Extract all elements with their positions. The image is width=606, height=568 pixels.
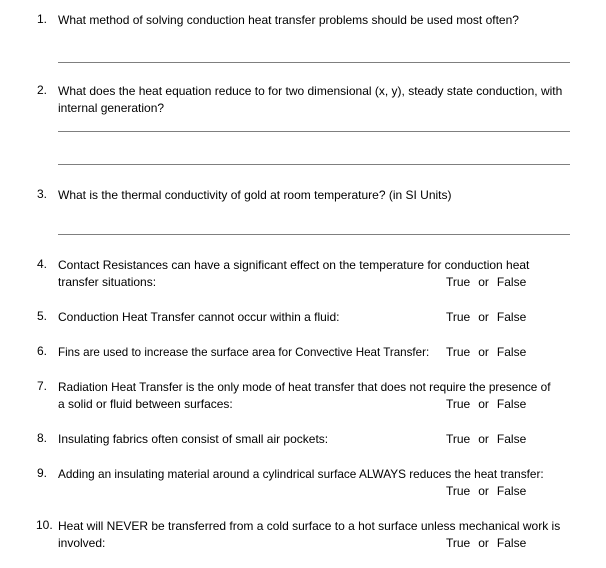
question-text: Conduction Heat Transfer cannot occur within a fluid: bbox=[58, 310, 340, 324]
question-number: 5. bbox=[37, 309, 48, 323]
false-option[interactable]: False bbox=[496, 536, 527, 550]
question-number: 8. bbox=[37, 431, 48, 445]
or-label: or bbox=[478, 397, 489, 411]
or-label: or bbox=[478, 345, 489, 359]
question-number: 9. bbox=[37, 466, 48, 480]
true-option[interactable]: True bbox=[446, 432, 471, 446]
question-text-line-2: a solid or fluid between surfaces: bbox=[58, 397, 233, 411]
answer-line[interactable] bbox=[58, 164, 570, 165]
or-label: or bbox=[478, 536, 489, 550]
false-option[interactable]: False bbox=[496, 432, 527, 446]
true-false-choice bbox=[446, 274, 526, 291]
true-option[interactable]: True bbox=[446, 310, 471, 324]
question-text: Contact Resistances can have a significant effect on the temperature for conduction heat bbox=[58, 258, 530, 272]
question-text-line-2: transfer situations: bbox=[58, 275, 157, 289]
true-false-choice bbox=[446, 431, 526, 448]
false-option[interactable]: False bbox=[496, 397, 527, 411]
true-option[interactable]: True bbox=[446, 484, 471, 498]
answer-line[interactable] bbox=[58, 234, 570, 235]
or-label: or bbox=[478, 432, 489, 446]
answer-line[interactable] bbox=[58, 131, 570, 132]
question-text: Fins are used to increase the surface area for Convective Heat Transfer: bbox=[58, 346, 430, 359]
question-number: 1. bbox=[37, 12, 48, 26]
question-text: What does the heat equation reduce to for two dimensional (x, y), steady state conduction, with bbox=[58, 84, 563, 98]
question-text: Insulating fabrics often consist of small air pockets: bbox=[58, 432, 329, 446]
question-text-line-2: involved: bbox=[58, 536, 106, 550]
answer-line[interactable] bbox=[58, 62, 570, 63]
true-false-choice bbox=[446, 396, 526, 413]
question-number: 3. bbox=[37, 187, 48, 201]
true-option[interactable]: True bbox=[446, 345, 471, 359]
question-number: 10. bbox=[36, 518, 53, 532]
question-text: What is the thermal conductivity of gold at room temperature? (in SI Units) bbox=[58, 188, 452, 202]
true-false-choice bbox=[446, 344, 526, 361]
true-false-choice bbox=[446, 535, 526, 552]
false-option[interactable]: False bbox=[496, 345, 527, 359]
or-label: or bbox=[478, 310, 489, 324]
or-label: or bbox=[478, 275, 489, 289]
question-text: What method of solving conduction heat transfer problems should be used most often? bbox=[58, 13, 519, 27]
question-text: Radiation Heat Transfer is the only mode of heat transfer that does not require the presence of bbox=[58, 380, 551, 394]
true-option[interactable]: True bbox=[446, 397, 471, 411]
true-false-choice bbox=[446, 483, 526, 500]
false-option[interactable]: False bbox=[496, 275, 527, 289]
or-label: or bbox=[478, 484, 489, 498]
false-option[interactable]: False bbox=[496, 310, 527, 324]
question-text: Adding an insulating material around a cylindrical surface ALWAYS reduces the heat transfer: bbox=[58, 467, 544, 481]
true-option[interactable]: True bbox=[446, 536, 471, 550]
question-number: 2. bbox=[37, 83, 48, 97]
question-number: 6. bbox=[37, 344, 48, 358]
question-text-line-2: internal generation? bbox=[58, 101, 165, 115]
question-number: 7. bbox=[37, 379, 48, 393]
false-option[interactable]: False bbox=[496, 484, 527, 498]
question-number: 4. bbox=[37, 257, 48, 271]
question-text: Heat will NEVER be transferred from a cold surface to a hot surface unless mechanical work is bbox=[58, 519, 561, 533]
true-option[interactable]: True bbox=[446, 275, 471, 289]
true-false-choice bbox=[446, 309, 526, 326]
